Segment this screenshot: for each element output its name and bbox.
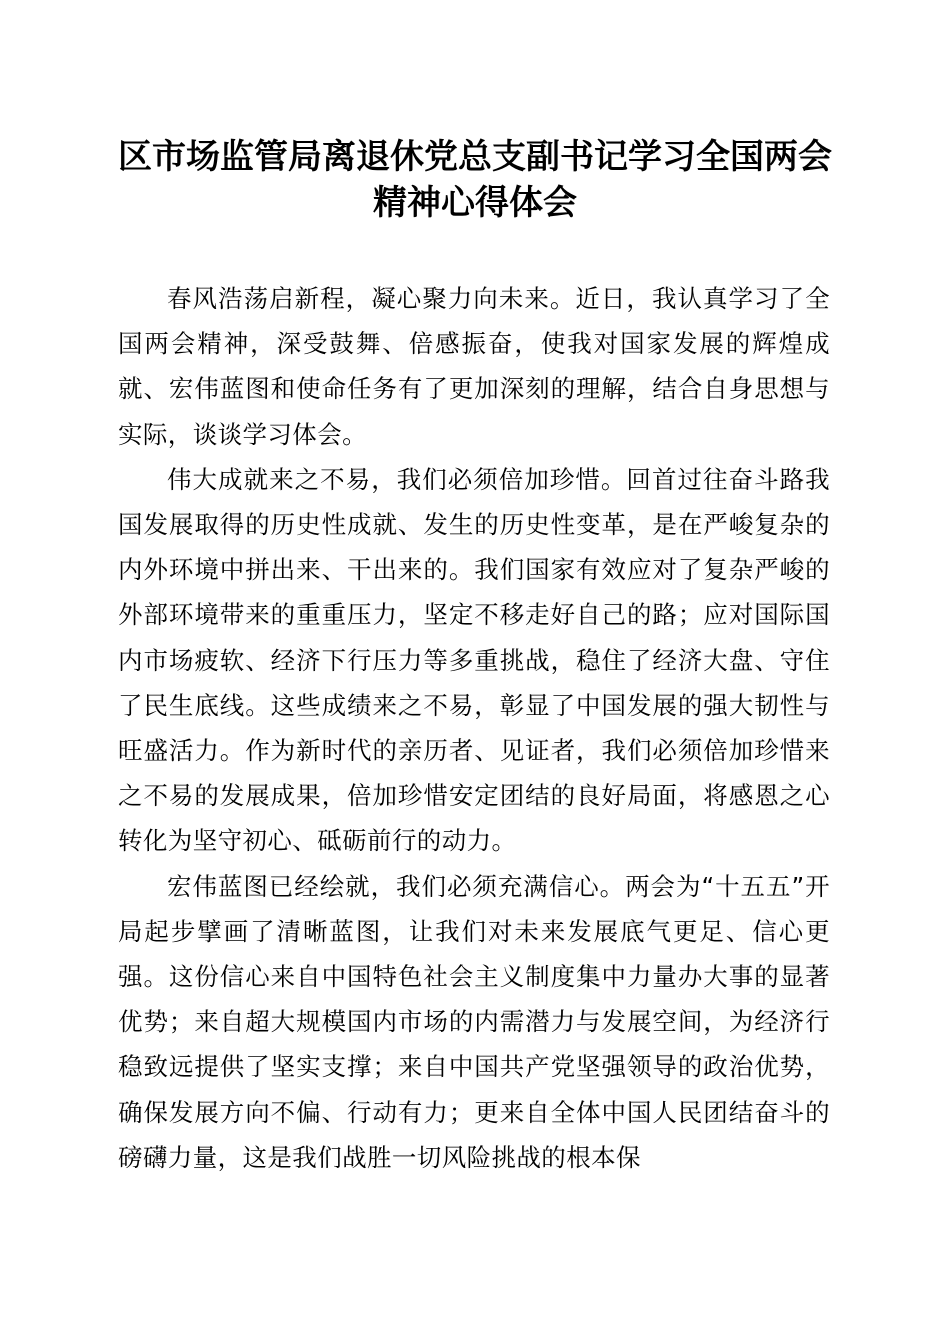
paragraph: 宏伟蓝图已经绘就，我们必须充满信心。两会为“十五五”开局起步擘画了清晰蓝图，让我们对未来发展底气更足、信心更强。这份信心来自中国特色社会主义制度集中力量办大事的显著优势；来自超大规模国内市场的内需潜力与发展空间，为经济行稳致远提供了坚实支撑；来自中国共产党坚强领导的政治优势，确保发展方向不偏、行动有力；更来自全体中国人民团结奋斗的磅礴力量，这是我们战胜一切风险挑战的根本保: [118, 871, 830, 1172]
document-body: [118, 276, 830, 1180]
paragraph: 伟大成就来之不易，我们必须倍加珍惜。回首过往奋斗路我国发展取得的历史性成就、发生的历史性变革，是在严峻复杂的内外环境中拼出来、干出来的。我们国家有效应对了复杂严峻的外部环境带来的重重压力，坚定不移走好自己的路；应对国际国内市场疲软、经济下行压力等多重挑战，稳住了经济大盘、守住了民生底线。这些成绩来之不易，彰显了中国发展的强大韧性与旺盛活力。作为新时代的亲历者、见证者，我们必须倍加珍惜来之不易的发展成果，倍加珍惜安定团结的良好局面，将感恩之心转化为坚守初心、砥砺前行的动力。: [118, 464, 830, 856]
document-title: 区市场监管局离退休党总支副书记学习全国两会精神心得体会: [118, 137, 832, 223]
paragraph: 春风浩荡启新程，凝心聚力向未来。近日，我认真学习了全国两会精神，深受鼓舞、倍感振奋，使我对国家发展的辉煌成就、宏伟蓝图和使命任务有了更加深刻的理解，结合自身思想与实际，谈谈学习体会。: [118, 284, 830, 449]
